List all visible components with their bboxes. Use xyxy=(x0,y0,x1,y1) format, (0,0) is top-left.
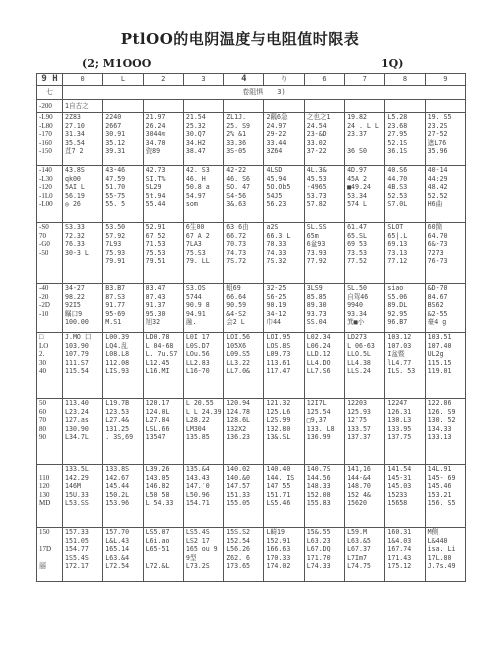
table-cell: 53.50 57.92 7L93 75.93 79.91 xyxy=(103,223,143,284)
table-cell xyxy=(103,100,143,113)
table-cell: 21.97 26.24 3044≋ 34.70 瓷89 xyxy=(143,113,183,166)
header-cell: 9 xyxy=(425,74,465,86)
table-cell: 120.94 124.78 128.6L 132X2 136.23 xyxy=(224,399,264,465)
row-header: 50 60 70 80 90 xyxy=(37,399,63,465)
table-cell: S3.OS 5744 90.9 8 94.91 融. xyxy=(183,284,223,333)
table-cell: B3.B7 87.S3 91.77 95-69 M.S1 xyxy=(103,284,143,333)
table-cell: 12203 125.93 12″75 133.57 137.37 xyxy=(345,399,385,465)
table-row xyxy=(37,528,466,582)
table-cell: 19. S5 23.2S 27-52 遮L76 35.96 xyxy=(425,113,465,166)
table-cell: L00.39 LQ4.乱 L08.L8 112.08 LIS.93 xyxy=(103,333,143,399)
table-cell: 4L.3& 45.53 -4965 53.73 57.82 xyxy=(304,166,344,223)
header-cell: L xyxy=(103,74,143,86)
table-cell xyxy=(183,100,223,113)
table-cell: 12I7L 125.54 □9,37 133. L8 136.99 xyxy=(304,399,344,465)
table-cell: 157.33 151.05 154.77 1S5.4S 172.17 xyxy=(63,528,103,582)
table-cell: LS5.4S LS2 17 165 ou 9 9型 L73.2S xyxy=(183,528,223,582)
table-cell: 140.7S 144.56 148.33 152.08 155.83 xyxy=(304,465,344,528)
table-cell xyxy=(224,100,264,113)
table-cell: 4D.97 45A 2 ■49.24 53.34 574 L xyxy=(345,166,385,223)
table-cell: 3LS9 85.85 89.30 93.73 SS.04 xyxy=(304,284,344,333)
table-cell: 83.47 87.43 91.37 95.30 旭32 xyxy=(143,284,183,333)
table-cell: 34-27 98.22 92I5 瞩口9 100.00 xyxy=(63,284,103,333)
table-cell: 4LSD 45.94 5O.Ob5 54J5 56.23 xyxy=(264,166,304,223)
table-cell: 42.73 SI.T% SL29 5t.94 55.44 xyxy=(143,166,183,223)
table-cell: 32-25 S6-25 90.19 34-12 巾44 xyxy=(264,284,304,333)
table-cell: 15S.S2 152.54 L56.26 Z62. 6 173.65 xyxy=(224,528,264,582)
table-cell: 2瓤6急 24.97 29-22 33.44 3Z64 xyxy=(264,113,304,166)
table-cell: 113.40 L23.24 127.as 130.90 L34.7L xyxy=(63,399,103,465)
table-cell: 19.82 24 . L L 23.37 36 S0 xyxy=(345,113,385,166)
table-cell: 121.32 125.L6 L2S.99 132.80 13&.SL xyxy=(264,399,304,465)
subtitle-right: 1Q) xyxy=(381,57,404,70)
table-cell: 60箇 64.70 6&-73 7273 76-73 xyxy=(425,223,465,284)
table-cell: a2S 66.3 L 70.33 74.33 7S.32 xyxy=(264,223,304,284)
table-cell: SL.50 自驾46 9940 93.34 箕■小 xyxy=(345,284,385,333)
table-cell: 133.8S 142.67 145.44 150.2L 153.96 xyxy=(103,465,143,528)
row-header: -S0 70 -G0 -50 xyxy=(37,223,63,284)
table-cell: 52.91 67 52 71.53 75.53 79.51 xyxy=(143,223,183,284)
table-cell: L02.34 L06.24 LLD.12 LL4.DO LL7.S6 xyxy=(304,333,344,399)
table-cell: S3.33 72.32 76.33 30-3 L xyxy=(63,223,103,284)
header-cell: 8 xyxy=(385,74,425,86)
page-title: PtlOO的电阴温度与电阻值时限表 xyxy=(120,30,360,48)
row-header: 150 17D 丽 xyxy=(37,528,63,582)
table-cell xyxy=(385,100,425,113)
table-cell: M侧 L&440 isa. Li 17L.80 J.7s.49 xyxy=(425,528,465,582)
table-cell: 61.47 65.SL 69 53 73.53 77.52 xyxy=(345,223,385,284)
table-cell xyxy=(425,100,465,113)
table-cell xyxy=(143,100,183,113)
table-cell: L39.26 143.05 146.82 L50 58 L 54.33 xyxy=(143,465,183,528)
row-header: 110 120 130 MD xyxy=(37,465,63,528)
table-cell: 122.86 126. S9 130. 52 134.33 133.13 xyxy=(425,399,465,465)
table-cell: 蛆69 66.64 90.59 &4-S2 会2 L xyxy=(224,284,264,333)
table-row xyxy=(37,166,466,223)
table-row xyxy=(37,100,466,113)
resistance-table xyxy=(36,73,466,582)
table-cell xyxy=(304,100,344,113)
table-cell: 157.70 L&L.43 165.14 L63.&4 L72.54 xyxy=(103,528,143,582)
table-cell: siao S5.06 89.DL 92.95 96.B7 xyxy=(385,284,425,333)
header-cell: 7 xyxy=(345,74,385,86)
table-cell: 之也之1 24.54 23-&D 33.02 37-22 xyxy=(304,113,344,166)
header-cell: 3 xyxy=(183,74,223,86)
table-cell: 15&.55 L63.23 L67.DQ 171.70 L74.33 xyxy=(304,528,344,582)
table-row xyxy=(37,223,466,284)
header-cell: 4 xyxy=(224,74,264,86)
row-header: -200 xyxy=(37,100,63,113)
row-header: -140 -L30 -120 -1L0 -L00 xyxy=(37,166,63,223)
table-cell: LS5.07 L6i.ao L65-51 L72.&L xyxy=(143,528,183,582)
table-cell: 2240 2667 30.91 35.12 39.31 xyxy=(103,113,143,166)
table-cell: L19.7B 123.53 L27.4& 131.25 . 3S,69 xyxy=(103,399,143,465)
header-cell: 6 xyxy=(304,74,344,86)
table-cell: 141.54 145-31 145.03 15233 15658 xyxy=(385,465,425,528)
table-cell: 140.40 144. IS 147 55 151.71 LS5.46 xyxy=(264,465,304,528)
header-cell: り xyxy=(264,74,304,86)
table-cell: 43.8S qk00 5AI L 56.19 ◎ 26 xyxy=(63,166,103,223)
table-cell: L 20.55 L L 24.39 L28.22 LM304 135.85 xyxy=(183,399,223,465)
table-row xyxy=(37,113,466,166)
table-cell: 133.5L 142.29 146M 15U.33 L53.SS xyxy=(63,465,103,528)
table-cell: 12247 126.31 130.L3 133.95 137.75 xyxy=(385,399,425,465)
table-cell: L畸19 152.91 166.63 170.33 174.02 xyxy=(264,528,304,582)
table-cell: 63 6由 66.72 70.73 74.73 7S.72 xyxy=(224,223,264,284)
table-cell: 103.51 107.40 UL2g 115.15 119.01 xyxy=(425,333,465,399)
table-cell: 42-22 46. S6 SO. 47 S4-56 3&.63 xyxy=(224,166,264,223)
table-cell: 141,16 144-&4 148.70 152 4& 15620 xyxy=(345,465,385,528)
table-header-row xyxy=(37,74,466,86)
table-cell: L59.M L63.&5 L67.37 L7Im7 L74.75 xyxy=(345,528,385,582)
table-cell: 120.17 124.0L L27.84 LSL.66 13547 xyxy=(143,399,183,465)
table-cell: 103.12 107.03 I盆暨 lL4.77 ILS. 53 xyxy=(385,333,425,399)
table-cell xyxy=(264,100,304,113)
header-cell: 9 H xyxy=(37,74,63,86)
table-cell: ZL1J. 25. S9 2% &1 33.36 3S-05 xyxy=(224,113,264,166)
table-cell: LOI.95 LOS.8S L09.73 113.61 117.47 xyxy=(264,333,304,399)
table-row xyxy=(37,399,466,465)
table-cell: SL.SS 65m 6盆93 73.93 77.92 xyxy=(304,223,344,284)
unit-label: 卷阻惧 3) xyxy=(63,86,466,100)
unit-row-first: 七 xyxy=(37,86,63,100)
table-cell: 40-14 44:29 48.42 52.52 H6曲 xyxy=(425,166,465,223)
table-cell: 42. S3 46. H 50.8 a 54.97 som xyxy=(183,166,223,223)
table-cell: 40.S6 44.70 4B.S3 52.53 S7.0L xyxy=(385,166,425,223)
table-cell: 2Z83 27.10 31.34 35.54 苴7 2 xyxy=(63,113,103,166)
table-row xyxy=(37,284,466,333)
row-header: □ LO 2. 30 40 xyxy=(37,333,63,399)
table-cell: LD273 L 06-63 LLO.5L LL4.38 LLS.24 xyxy=(345,333,385,399)
table-cell: 160.31 1&4.03 167.74 171.43 175.12 xyxy=(385,528,425,582)
table-cell: LD0.78 L 04-68 L. 7u.S7 L12.45 L16.MI xyxy=(143,333,183,399)
table-cell: 14L.91 145- 69 145.46 153.21 156. S5 xyxy=(425,465,465,528)
header-cell: 0 xyxy=(63,74,103,86)
table-cell: 140.02 140.&0 147.57 151.33 155.05 xyxy=(224,465,264,528)
table-row xyxy=(37,333,466,399)
table-cell: 43-46 47.59 51.70 55-75 55. 5 xyxy=(103,166,143,223)
table-cell: 21.54 25.32 30.Q7 34.H2 38.47 xyxy=(183,113,223,166)
table-row xyxy=(37,465,466,528)
table-cell: SLOT 65|.L 69.13 73.13 77.12 xyxy=(385,223,425,284)
table-cell: L0I 17 L0S.D7 LOu.56 LL2.83 L16-70 xyxy=(183,333,223,399)
table-cell: 1自古之 xyxy=(63,100,103,113)
table-cell: &D-70 84.67 BS62 &2-55 豪4 g xyxy=(425,284,465,333)
subtitle-left: (2; M1OOO xyxy=(82,57,152,70)
table-cell: J.MO 口 103.90 107.79 111.S7 115.54 xyxy=(63,333,103,399)
table-cell: LOI.56 105X6 L09.S5 LL3.22 LL7.0& xyxy=(224,333,264,399)
unit-row xyxy=(37,86,466,100)
table-cell: 135.&4 143.43 147.′0 L50.96 154.71 xyxy=(183,465,223,528)
table-cell: 6生00 67 A 2 7LA3 75.S3 79. LL xyxy=(183,223,223,284)
row-header: -L90 -L80 -170 -160 -150 xyxy=(37,113,63,166)
row-header: -40 -20 -2D -10 xyxy=(37,284,63,333)
table-cell: L5.28 23.68 27.95 52.1S 36.1S xyxy=(385,113,425,166)
table-cell xyxy=(345,100,385,113)
header-cell: 2 xyxy=(143,74,183,86)
